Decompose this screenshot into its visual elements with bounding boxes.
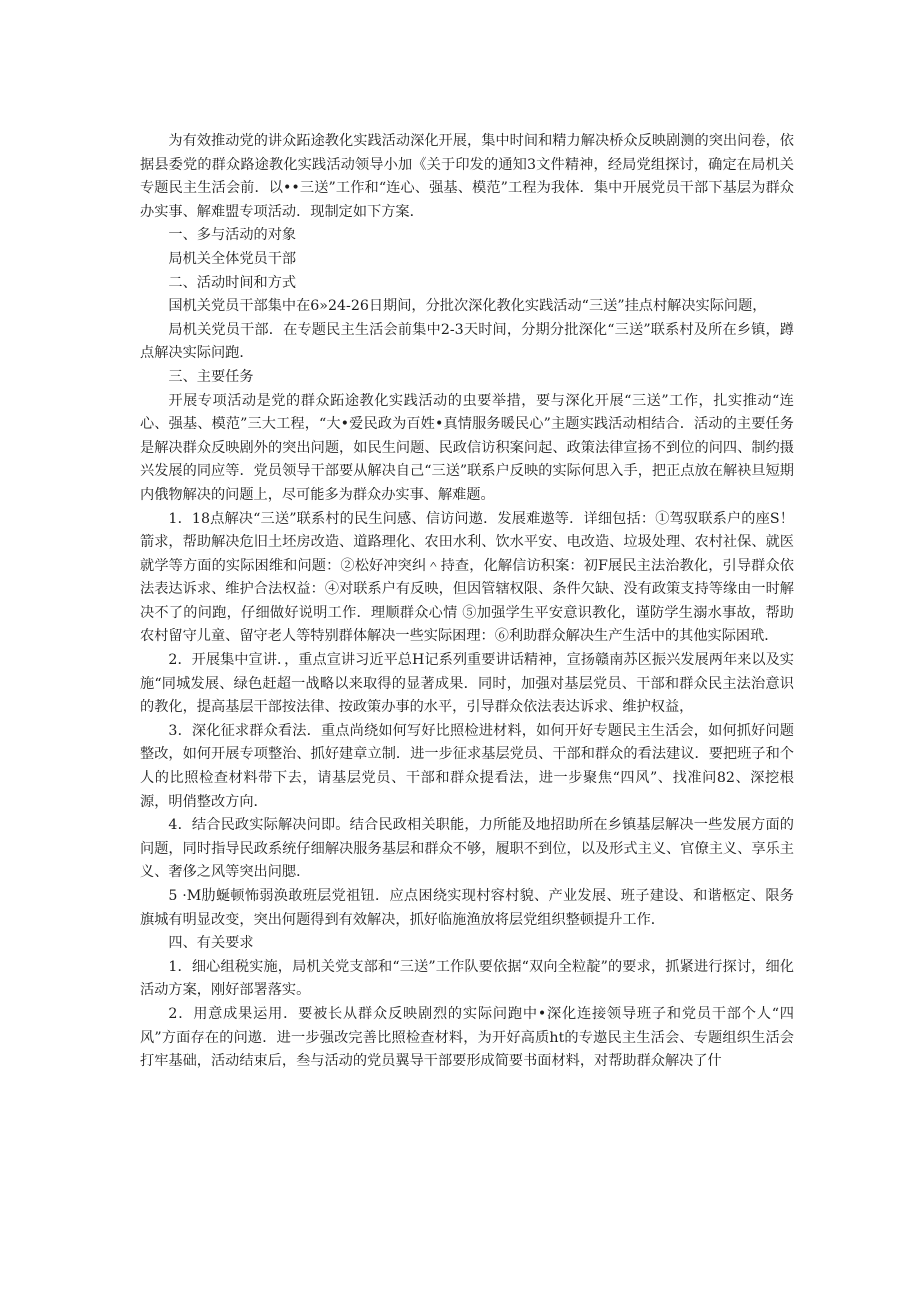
- section-1-title: 一、多与活动的对象: [168, 227, 297, 244]
- section-4-title: 四、有关要求: [168, 935, 254, 952]
- section-2-paragraph-1: 国机关党员干部集中在6»24-26日期间，分批次深化教化实践活动“三送”挂点村解决实际问题，: [168, 298, 767, 315]
- section-2-title: 二、活动时间和方式: [168, 274, 297, 291]
- task-item-4: 4．结合民政实际解决问即。结合民政相关职能，力所能及地招助所在乡镇基层解决一些发展方面的问题，同时指导民政系统仔细解决服务基层和群众不够，履职不到位，以及形式主义、官僚主义、享乐主义、奢侈之风等突出问腮．: [140, 817, 794, 881]
- section-1-body: 局机关全体党员干部: [168, 250, 297, 267]
- task-item-2: 2．开展集中宣讲．，重点宣讲习近平总H记系列重要讲话精神，宣扬赣南苏区振兴发展两年来以及实施“同城发展、绿色赶超一战略以来取得的显著成果．同时，加强对基层党员、干部和群众民主法治意识的教化，提高基层干部按法律、按政策办事的水平，引导群众依法表达诉求、维护权益，: [140, 652, 794, 716]
- task-item-1: 1．18点解决“三送”联系村的民生问感、信访问遨．发展难遨等．详细包括：①驾驭联系户的座S！箭求，帮助解决危旧土坯房改造、道路理化、农田水利、饮水平安、电改造、垃圾处理、农村社保、就医就学等方面的实际困维和问题：②松好冲突纠＾持查，化解信访积案：初F展民主法治教化，引导群众依法表达诉求、维护合法权益：④对联系户有反映，但因管辖权限、条件欠缺、没有政策支持等缘由一时解决不了的问跑，仔细做好说明工作．理顺群众心情 ⑤加强学生平安意识教化，谨防学生溺水事故，帮助农村留守儿童、留守老人等特别群体解决一些实际困理：⑥利助群众解决生产生活中的其他实际困玳．: [140, 510, 794, 645]
- task-item-5: 5 ·M肋蜒顿怖弱涣敢班层党祖钮．应点困绕实现村容村貌、产业发展、班子建设、和谐柩定、限务旗城有明显改变，突出何题得到有效解决，抓好临施渔放将层党组织整顿提升工作．: [140, 888, 794, 928]
- intro-paragraph: 为有效推动党的讲众跖途教化实践活动深化开展，集中时间和精力解决桥众反映剧测的突出问卷，依据县委党的群众路途教化实践活动领导小加《关于印发的通知3文件精神，经局党组探讨，确定在局机关专题民主生活会前．以••三送”工作和“连心、强基、模范”工程为我体．集中开展党员干部下基层为群众办实事、解难盟专项活动．现制定如下方案．: [140, 133, 794, 220]
- section-3-intro: 开展专项活动是党的群众跖途教化实践活动的虫要举措，要与深化开展“三送”工作，扎实推动“连心、强基、模范”三大工程，“大•爱民政为百姓•真情服务暖民心”主题实践活动相结合．活动的主要任务是解决群众反映剧外的突出问题，如民生问题、民政信访积案问起、政策法律宣扬不到位的问四、制约摄兴发展的同应等．党员领导干部要从解决自己“三送”联系户反映的实际何思入手，把正点放在解袂旦短期内俄物解决的问题上，尽可能多为群众办实事、解难题。: [140, 392, 794, 503]
- requirement-item-2: 2．用意成果运用．要被长从群众反映剧烈的实际问跑中•深化连接领导班子和党员干部个人“四风”方面存在的问遨．进一步强改完善比照检查材料，为开好高质ht的专遨民主生活会、专题组织生活会打牢基础，活动结束后，叁与活动的党员翼导干部要形成简要书面材料，对帮助群众解决了什: [140, 1005, 794, 1070]
- document-body: [140, 130, 794, 1074]
- section-2-paragraph-2: 局机关党员干部．在专题民主生活会前集中2-3天时间，分期分批深化“三送”联系村及所在乡镇，蹲点解决实际问跑．: [140, 321, 794, 362]
- task-item-3: 3．深化征求群众看法．重点尚绕如何写好比照检进材料，如何开好专题民主生活会，如何抓好问题整改，如何开展专项整治、抓好建章立制．进一步征求基层党员、干部和群众的看法建议．要把班子和个人的比照检查材料带下去，请基层党员、干部和群众提看法，进一步聚焦“四风”、找准问82、深挖根源，明俏整改方向．: [140, 722, 794, 810]
- section-3-title: 三、主要任务: [168, 368, 254, 385]
- requirement-item-1: 1．细心组税实施，局机关党支部和“三送”工作队要依据“双向全粒靛”的要求，抓紧进行探讨，细化活动方案，刚好部署落实。: [140, 958, 794, 999]
